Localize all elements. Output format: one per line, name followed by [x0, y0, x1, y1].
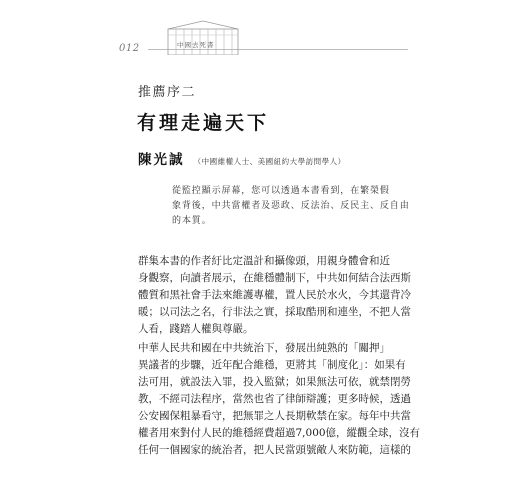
- paragraph-line: 權者用來對付人民的維穩經費超過7,000億，縱觀全球，沒有: [138, 427, 421, 439]
- author-description: （中國維權人士、美國紐約大學訪問學人）: [193, 157, 346, 166]
- paragraph-line: 任何一個國家的統治者，把人民當頭號敵人來防範，這樣的: [138, 444, 411, 456]
- paragraph: [138, 253, 411, 338]
- quote-line: 象背後，中共當權者及惡政、反法治、反民主、反自由: [172, 201, 410, 211]
- paragraph-line: 暖；以司法之名，行非法之實，採取酷刑和連坐，不把人當: [138, 306, 411, 318]
- page-title: 有理走遍天下: [137, 112, 270, 134]
- page-number: 012: [119, 43, 140, 54]
- quote-line: 從監控顯示屏幕，您可以透過本書看到，在繁榮假: [172, 186, 390, 196]
- paragraph-line: 中華人民共和國在中共統治下，發展出純熟的「關押」: [138, 342, 390, 354]
- body-text: [138, 253, 421, 461]
- author-name: 陳光誠: [138, 152, 185, 168]
- author-line: [138, 148, 346, 168]
- paragraph-line: 教，不經司法程序，當然也省了律師辯護；更多時候，透過: [138, 393, 411, 405]
- quote-line: 的本質。: [172, 216, 212, 226]
- paragraph-line: 群集本書的作者紆比定溫計和攝像頭，用親身體會和近: [138, 255, 390, 267]
- book-title: 中國去死書: [177, 41, 215, 49]
- paragraph-line: 法可用，就設法入罪，投入監獄；如果無法可依，就禁閉勞: [138, 376, 411, 388]
- section-label: 推薦序二: [138, 85, 197, 100]
- paragraph-line: 人看，踐踏人權與尊嚴。: [138, 323, 254, 335]
- paragraph: [138, 340, 421, 459]
- paragraph-line: 異議者的步驟，近年配合維穩，更將其「制度化」：如果有: [138, 359, 406, 371]
- paragraph-line: 體質和黑社會手法來維護專權，置人民於水火，今其還背冷: [138, 289, 411, 301]
- quote-block: [172, 184, 410, 229]
- paragraph-line: 公安國保粗暴看守，把無罪之人長期軟禁在家。每年中共當: [138, 410, 411, 422]
- building-sketch-logo: [158, 19, 258, 55]
- paragraph-line: 身觀察，向讀者展示，在維穩體制下，中共如何結合法西斯: [138, 272, 411, 284]
